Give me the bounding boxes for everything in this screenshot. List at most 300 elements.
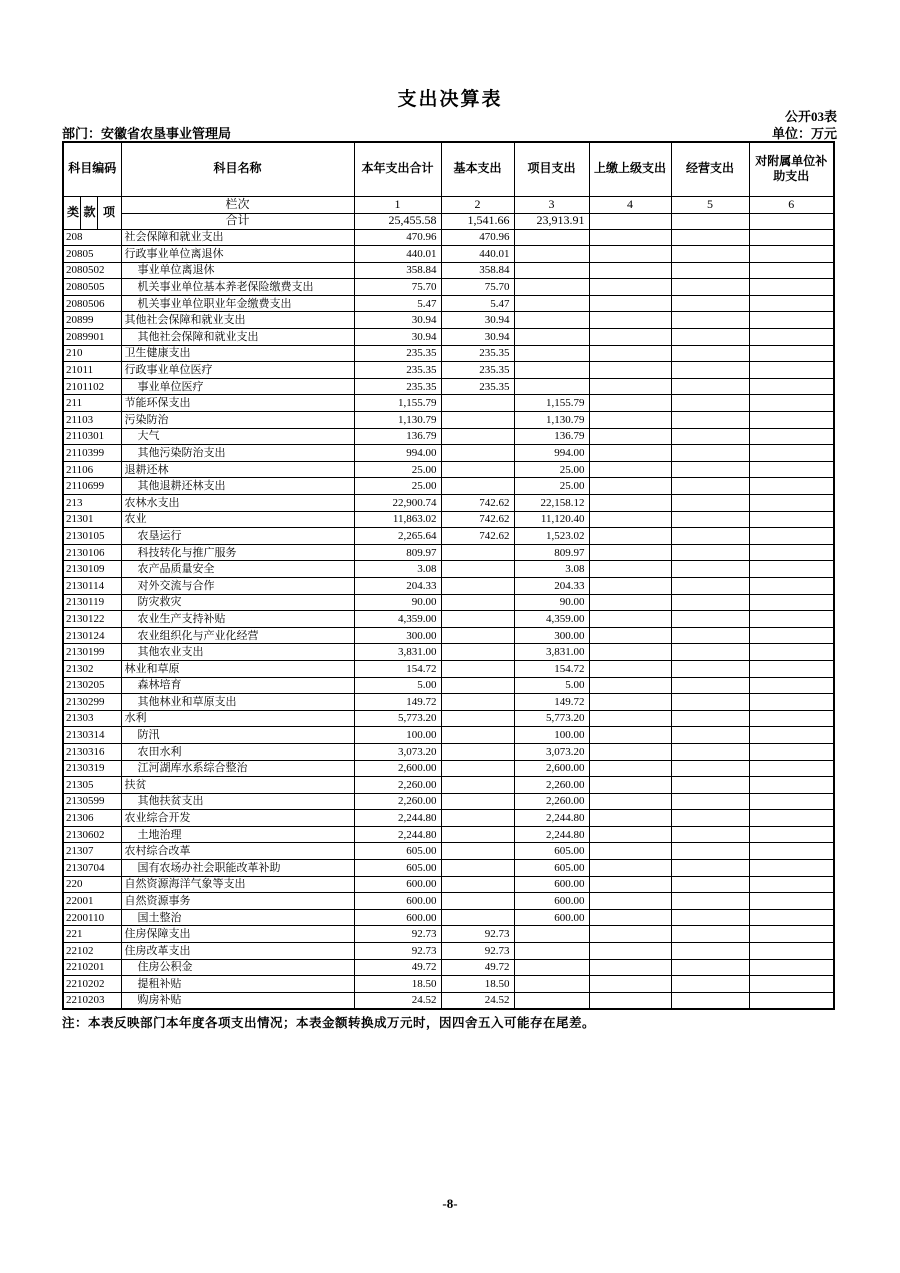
- value-col-6: [749, 312, 834, 329]
- value-col-5: [671, 511, 749, 528]
- subject-code: 210: [63, 345, 121, 362]
- subject-code: 2200110: [63, 909, 121, 926]
- subject-name: 江河湖库水系综合整治: [121, 760, 354, 777]
- value-col-6: [749, 329, 834, 346]
- value-col-4: [589, 561, 671, 578]
- value-col-5: [671, 992, 749, 1009]
- value-col-4: [589, 810, 671, 827]
- value-col-2: [441, 777, 514, 794]
- value-col-2: [441, 428, 514, 445]
- subject-code: 2130119: [63, 594, 121, 611]
- value-col-3: 605.00: [514, 843, 589, 860]
- value-col-2: 470.96: [441, 229, 514, 246]
- subject-name: 防灾救灾: [121, 594, 354, 611]
- value-col-6: [749, 611, 834, 628]
- value-col-3: [514, 378, 589, 395]
- value-col-3: [514, 295, 589, 312]
- subject-name: 行政事业单位医疗: [121, 362, 354, 379]
- value-col-3: 605.00: [514, 860, 589, 877]
- table-row: [63, 312, 834, 329]
- value-col-3: 25.00: [514, 461, 589, 478]
- value-col-1: 30.94: [354, 329, 441, 346]
- value-col-5: [671, 594, 749, 611]
- value-col-5: [671, 976, 749, 993]
- value-col-1: 600.00: [354, 909, 441, 926]
- value-col-2: 30.94: [441, 329, 514, 346]
- value-col-2: [441, 611, 514, 628]
- value-col-1: 149.72: [354, 694, 441, 711]
- subject-code: 22102: [63, 943, 121, 960]
- value-col-2: 742.62: [441, 528, 514, 545]
- value-col-2: [441, 826, 514, 843]
- value-col-1: 100.00: [354, 727, 441, 744]
- value-col-2: [441, 727, 514, 744]
- value-col-4: [589, 279, 671, 296]
- subject-code: 2130704: [63, 860, 121, 877]
- value-col-1: 600.00: [354, 893, 441, 910]
- value-col-1: 25.00: [354, 461, 441, 478]
- subject-code: 2130199: [63, 644, 121, 661]
- value-col-4: [589, 777, 671, 794]
- table-row: [63, 860, 834, 877]
- value-col-2: [441, 743, 514, 760]
- value-col-1: 605.00: [354, 860, 441, 877]
- value-col-3: 1,130.79: [514, 412, 589, 429]
- value-col-4: [589, 860, 671, 877]
- value-col-5: [671, 329, 749, 346]
- value-col-3: 136.79: [514, 428, 589, 445]
- subject-name: 农产品质量安全: [121, 561, 354, 578]
- subject-code: 2210202: [63, 976, 121, 993]
- table-row: [63, 577, 834, 594]
- value-col-5: [671, 362, 749, 379]
- value-col-5: [671, 760, 749, 777]
- value-col-5: [671, 395, 749, 412]
- value-col-6: [749, 727, 834, 744]
- subject-name: 其他扶贫支出: [121, 793, 354, 810]
- subject-name: 行政事业单位离退休: [121, 246, 354, 263]
- subject-code: 21305: [63, 777, 121, 794]
- subject-code: 2130205: [63, 677, 121, 694]
- value-col-1: 235.35: [354, 345, 441, 362]
- value-col-6: [749, 909, 834, 926]
- value-col-3: [514, 362, 589, 379]
- value-col-6: [749, 262, 834, 279]
- subject-name: 水利: [121, 710, 354, 727]
- value-col-1: 11,863.02: [354, 511, 441, 528]
- value-col-5: [671, 478, 749, 495]
- value-col-2: [441, 627, 514, 644]
- value-col-2: 18.50: [441, 976, 514, 993]
- value-col-1: 3,831.00: [354, 644, 441, 661]
- value-col-3: [514, 976, 589, 993]
- name-column-header: 科目名称: [121, 142, 354, 196]
- table-row: [63, 843, 834, 860]
- value-col-3: [514, 312, 589, 329]
- value-col-4: [589, 943, 671, 960]
- value-col-5: [671, 926, 749, 943]
- value-col-4: [589, 544, 671, 561]
- value-col-2: [441, 760, 514, 777]
- subject-name: 森林培育: [121, 677, 354, 694]
- subject-code: 21011: [63, 362, 121, 379]
- table-row: [63, 461, 834, 478]
- value-col-3: 100.00: [514, 727, 589, 744]
- value-col-4: [589, 710, 671, 727]
- value-col-6: [749, 395, 834, 412]
- value-col-1: 204.33: [354, 577, 441, 594]
- value-col-5: [671, 528, 749, 545]
- value-col-1: 4,359.00: [354, 611, 441, 628]
- value-col-5: [671, 611, 749, 628]
- value-col-1: 3,073.20: [354, 743, 441, 760]
- value-col-6: [749, 644, 834, 661]
- value-col-1: 2,600.00: [354, 760, 441, 777]
- value-col-2: [441, 710, 514, 727]
- subject-name: 提租补贴: [121, 976, 354, 993]
- subject-code: 2130106: [63, 544, 121, 561]
- value-col-1: 809.97: [354, 544, 441, 561]
- subject-name: 其他林业和草原支出: [121, 694, 354, 711]
- value-col-4: [589, 743, 671, 760]
- value-col-3: 25.00: [514, 478, 589, 495]
- value-col-5: [671, 445, 749, 462]
- subject-code: 2080506: [63, 295, 121, 312]
- table-row: [63, 660, 834, 677]
- total-value-5: [671, 213, 749, 229]
- value-col-5: [671, 727, 749, 744]
- table-row: [63, 262, 834, 279]
- table-row: [63, 627, 834, 644]
- subject-name: 农垦运行: [121, 528, 354, 545]
- value-col-4: [589, 445, 671, 462]
- value-col-6: [749, 445, 834, 462]
- value-col-4: [589, 345, 671, 362]
- value-col-2: 5.47: [441, 295, 514, 312]
- value-col-3: 600.00: [514, 876, 589, 893]
- subject-code: 21301: [63, 511, 121, 528]
- value-col-4: [589, 312, 671, 329]
- value-col-4: [589, 229, 671, 246]
- value-col-6: [749, 362, 834, 379]
- footnote: 注：本表反映部门本年度各项支出情况；本表金额转换成万元时，因四舍五入可能存在尾差。: [62, 1015, 596, 1030]
- value-col-3: 809.97: [514, 544, 589, 561]
- value-col-1: 440.01: [354, 246, 441, 263]
- value-col-4: [589, 295, 671, 312]
- subject-code: 2130114: [63, 577, 121, 594]
- value-col-3: [514, 262, 589, 279]
- value-col-5: [671, 378, 749, 395]
- table-row: [63, 544, 834, 561]
- value-col-2: [441, 412, 514, 429]
- value-col-2: [441, 577, 514, 594]
- value-col-3: [514, 329, 589, 346]
- value-col-4: [589, 677, 671, 694]
- column-number-1: 1: [354, 196, 441, 213]
- value-col-2: 235.35: [441, 345, 514, 362]
- total-value-2: 1,541.66: [441, 213, 514, 229]
- value-col-6: [749, 959, 834, 976]
- value-col-4: [589, 478, 671, 495]
- subject-code: 20899: [63, 312, 121, 329]
- value-col-5: [671, 246, 749, 263]
- value-col-6: [749, 495, 834, 512]
- value-col-4: [589, 428, 671, 445]
- total-value-1: 25,455.58: [354, 213, 441, 229]
- subject-name: 住房改革支出: [121, 943, 354, 960]
- subject-code: 2210203: [63, 992, 121, 1009]
- value-col-2: [441, 594, 514, 611]
- subject-name: 防汛: [121, 727, 354, 744]
- value-col-4: [589, 926, 671, 943]
- value-col-2: 742.62: [441, 495, 514, 512]
- value-col-2: 358.84: [441, 262, 514, 279]
- value-col-4: [589, 627, 671, 644]
- subject-name: 土地治理: [121, 826, 354, 843]
- value-col-2: 440.01: [441, 246, 514, 263]
- subject-code: 213: [63, 495, 121, 512]
- subject-name: 其他社会保障和就业支出: [121, 312, 354, 329]
- subject-code: 220: [63, 876, 121, 893]
- value-column-header-1: 本年支出合计: [354, 142, 441, 196]
- value-col-6: [749, 710, 834, 727]
- subject-code: 2130122: [63, 611, 121, 628]
- subject-code: 2089901: [63, 329, 121, 346]
- value-col-4: [589, 959, 671, 976]
- value-col-1: 22,900.74: [354, 495, 441, 512]
- value-col-6: [749, 295, 834, 312]
- subject-code: 2130105: [63, 528, 121, 545]
- value-col-5: [671, 461, 749, 478]
- subject-code: 21302: [63, 660, 121, 677]
- value-col-3: [514, 279, 589, 296]
- table-row: [63, 727, 834, 744]
- value-col-2: 49.72: [441, 959, 514, 976]
- subject-name: 农村综合改革: [121, 843, 354, 860]
- subject-name: 对外交流与合作: [121, 577, 354, 594]
- value-col-2: [441, 544, 514, 561]
- table-row: [63, 329, 834, 346]
- value-col-3: 3,831.00: [514, 644, 589, 661]
- value-col-5: [671, 959, 749, 976]
- value-col-6: [749, 577, 834, 594]
- value-col-5: [671, 229, 749, 246]
- subject-name: 住房公积金: [121, 959, 354, 976]
- value-col-5: [671, 710, 749, 727]
- subject-code: 2130319: [63, 760, 121, 777]
- value-col-6: [749, 561, 834, 578]
- value-col-1: 358.84: [354, 262, 441, 279]
- table-row: [63, 644, 834, 661]
- value-col-4: [589, 511, 671, 528]
- value-col-6: [749, 943, 834, 960]
- column-number-5: 5: [671, 196, 749, 213]
- subject-code: 2130314: [63, 727, 121, 744]
- value-col-4: [589, 246, 671, 263]
- value-col-6: [749, 893, 834, 910]
- total-value-4: [589, 213, 671, 229]
- table-row: [63, 246, 834, 263]
- subject-name: 国土整治: [121, 909, 354, 926]
- value-col-2: [441, 909, 514, 926]
- value-col-3: 994.00: [514, 445, 589, 462]
- table-row: [63, 478, 834, 495]
- value-col-1: 2,265.64: [354, 528, 441, 545]
- table-row: [63, 428, 834, 445]
- value-col-3: [514, 345, 589, 362]
- value-col-1: 3.08: [354, 561, 441, 578]
- value-col-3: 149.72: [514, 694, 589, 711]
- value-col-6: [749, 876, 834, 893]
- value-col-3: 4,359.00: [514, 611, 589, 628]
- value-col-4: [589, 793, 671, 810]
- value-col-1: 5.47: [354, 295, 441, 312]
- value-col-3: 22,158.12: [514, 495, 589, 512]
- value-col-5: [671, 677, 749, 694]
- value-col-6: [749, 478, 834, 495]
- subject-name: 退耕还林: [121, 461, 354, 478]
- value-col-1: 235.35: [354, 378, 441, 395]
- unit-label: 单位：万元: [771, 126, 837, 141]
- table-row: [63, 976, 834, 993]
- value-col-4: [589, 262, 671, 279]
- value-col-4: [589, 528, 671, 545]
- subject-code: 2080505: [63, 279, 121, 296]
- table-row: [63, 395, 834, 412]
- value-col-5: [671, 279, 749, 296]
- value-col-4: [589, 611, 671, 628]
- subject-name: 事业单位医疗: [121, 378, 354, 395]
- value-col-1: 994.00: [354, 445, 441, 462]
- table-row: [63, 495, 834, 512]
- subject-code: 2130599: [63, 793, 121, 810]
- subject-code: 208: [63, 229, 121, 246]
- value-col-6: [749, 760, 834, 777]
- department-label: 部门：安徽省农垦事业管理局: [62, 126, 232, 141]
- subject-code: 21307: [63, 843, 121, 860]
- value-col-4: [589, 992, 671, 1009]
- value-col-6: [749, 279, 834, 296]
- value-col-5: [671, 793, 749, 810]
- subject-name: 自然资源海洋气象等支出: [121, 876, 354, 893]
- subject-name: 事业单位离退休: [121, 262, 354, 279]
- value-col-1: 25.00: [354, 478, 441, 495]
- value-col-1: 75.70: [354, 279, 441, 296]
- value-col-6: [749, 544, 834, 561]
- value-col-5: [671, 295, 749, 312]
- subject-name: 大气: [121, 428, 354, 445]
- value-col-2: 742.62: [441, 511, 514, 528]
- subject-name: 其他农业支出: [121, 644, 354, 661]
- value-col-5: [671, 428, 749, 445]
- table-row: [63, 561, 834, 578]
- subject-code: 21303: [63, 710, 121, 727]
- subject-code: 2130602: [63, 826, 121, 843]
- subject-name: 节能环保支出: [121, 395, 354, 412]
- table-row: [63, 826, 834, 843]
- value-col-2: [441, 793, 514, 810]
- value-col-6: [749, 660, 834, 677]
- table-row: [63, 743, 834, 760]
- value-col-3: 300.00: [514, 627, 589, 644]
- table-row: [63, 677, 834, 694]
- table-row: [63, 279, 834, 296]
- value-col-6: [749, 511, 834, 528]
- form-code-label: 公开03表: [784, 109, 837, 124]
- value-col-5: [671, 577, 749, 594]
- value-col-3: 5,773.20: [514, 710, 589, 727]
- column-number-2: 2: [441, 196, 514, 213]
- value-col-3: 90.00: [514, 594, 589, 611]
- value-col-1: 235.35: [354, 362, 441, 379]
- expenditure-table: [62, 141, 835, 1010]
- value-col-6: [749, 826, 834, 843]
- value-col-1: 600.00: [354, 876, 441, 893]
- value-col-6: [749, 743, 834, 760]
- column-number-row: [63, 196, 834, 213]
- value-col-5: [671, 826, 749, 843]
- table-row: [63, 810, 834, 827]
- value-col-1: 470.96: [354, 229, 441, 246]
- value-col-1: 5,773.20: [354, 710, 441, 727]
- value-col-1: 605.00: [354, 843, 441, 860]
- value-col-3: 600.00: [514, 909, 589, 926]
- value-col-2: [441, 876, 514, 893]
- value-col-5: [671, 893, 749, 910]
- value-col-5: [671, 262, 749, 279]
- value-column-header-2: 基本支出: [441, 142, 514, 196]
- value-col-2: 92.73: [441, 926, 514, 943]
- value-col-6: [749, 793, 834, 810]
- subject-code: 2130109: [63, 561, 121, 578]
- value-col-4: [589, 362, 671, 379]
- value-col-4: [589, 461, 671, 478]
- column-number-6: 6: [749, 196, 834, 213]
- code-sub-header-xiang: 项: [97, 196, 121, 229]
- value-column-header-4: 上缴上级支出: [589, 142, 671, 196]
- value-col-1: 1,155.79: [354, 395, 441, 412]
- value-col-2: [441, 694, 514, 711]
- value-col-6: [749, 345, 834, 362]
- subject-code: 2080502: [63, 262, 121, 279]
- value-col-3: [514, 229, 589, 246]
- subject-code: 211: [63, 395, 121, 412]
- value-col-6: [749, 976, 834, 993]
- value-col-4: [589, 727, 671, 744]
- page-number: -8-: [442, 1196, 458, 1211]
- subject-name: 污染防治: [121, 412, 354, 429]
- value-col-5: [671, 660, 749, 677]
- value-col-6: [749, 860, 834, 877]
- value-col-4: [589, 395, 671, 412]
- value-col-1: 300.00: [354, 627, 441, 644]
- value-col-2: [441, 843, 514, 860]
- subject-code: 2130316: [63, 743, 121, 760]
- value-col-5: [671, 876, 749, 893]
- value-col-4: [589, 694, 671, 711]
- value-col-4: [589, 329, 671, 346]
- value-col-1: 24.52: [354, 992, 441, 1009]
- value-column-header-3: 项目支出: [514, 142, 589, 196]
- code-sub-header-lei: 类: [63, 196, 80, 229]
- subject-code: 2101102: [63, 378, 121, 395]
- table-row: [63, 943, 834, 960]
- table-row: [63, 345, 834, 362]
- value-col-1: 1,130.79: [354, 412, 441, 429]
- value-col-4: [589, 495, 671, 512]
- subject-name: 其他污染防治支出: [121, 445, 354, 462]
- subject-code: 2110301: [63, 428, 121, 445]
